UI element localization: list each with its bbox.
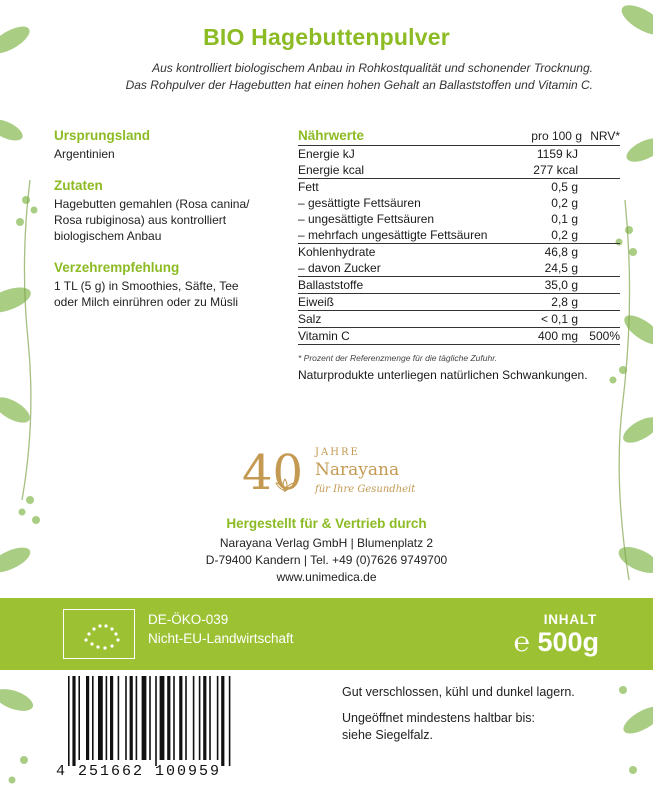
leaf-decoration-right (593, 0, 653, 800)
per-100g-header: pro 100 g (522, 128, 582, 146)
nutrition-row-fiber (298, 277, 620, 294)
barcode-bar (221, 676, 224, 766)
barcode-bar (110, 676, 113, 760)
barcode-bar (136, 676, 138, 760)
barcode-bar (149, 676, 151, 760)
barcode-bar (92, 676, 94, 760)
storage-info (342, 684, 575, 744)
row-label: – gesättigte Fettsäuren (298, 196, 421, 210)
barcode-bar (142, 676, 147, 760)
nutrition-row-carbs (298, 244, 620, 261)
lotus-icon (274, 477, 296, 493)
row-nrv (582, 277, 620, 294)
row-label: Energie kcal (298, 163, 365, 177)
nutrition-row-fat (298, 179, 620, 196)
manufacturer-address-1: Narayana Verlag GmbH | Blumenplatz 2 (219, 536, 434, 550)
logo-tagline: für Ihre Gesundheit (315, 484, 416, 495)
barcode-bar (167, 676, 170, 760)
row-label: – ungesättigte Fettsäuren (298, 212, 435, 226)
barcode-bar (199, 676, 201, 760)
row-label: – davon Zucker (298, 261, 381, 275)
nutrition-row-saturated (298, 195, 620, 211)
row-value: < 0,1 g (522, 311, 582, 328)
barcode-bar (185, 676, 187, 760)
nutrition-table (298, 128, 620, 345)
nutrition-heading: Nährwerte (298, 128, 522, 146)
row-value: 0,2 g (551, 196, 578, 210)
organic-certification (148, 610, 294, 648)
barcode-digits: 4 251662 100959 (56, 763, 222, 780)
storage-line-3: siehe Siegelfalz. (342, 728, 434, 742)
nutrition-row-sugar (298, 260, 620, 277)
barcode-bar (203, 676, 206, 760)
barcode-bar (68, 676, 70, 766)
row-label: Fett (298, 179, 522, 196)
row-nrv (582, 195, 620, 211)
barcode-bar (118, 676, 120, 760)
nutrition-row-vitamin-c (298, 328, 620, 345)
origin-heading: Ursprungsland (54, 128, 151, 143)
barcode-bar (193, 676, 195, 760)
row-value: 2,8 g (522, 294, 582, 311)
manufacturer-block (0, 516, 653, 586)
ingredients-text: Hagebutten gemahlen (Rosa canina/ Rosa rubiginosa) aus kontrolliert biologischem Anbau (54, 197, 250, 243)
row-label: Salz (298, 311, 522, 328)
nrv-footnote: * Prozent der Referenzmenge für die tägliche Zufuhr. (298, 353, 498, 363)
row-value: 46,8 g (522, 244, 582, 261)
row-nrv (582, 146, 620, 163)
manufacturer-address-2: D-79400 Kandern | Tel. +49 (0)7626 9749700 (205, 553, 448, 567)
usage-heading: Verzehrempfehlung (54, 260, 180, 275)
certification-code: DE-ÖKO-039 (148, 612, 229, 627)
row-label: Kohlenhydrate (298, 244, 522, 261)
logo-jahre: JAHRE (315, 447, 360, 458)
row-nrv (582, 179, 620, 196)
nrv-header: NRV* (582, 128, 620, 146)
nutrition-row-energy-kj (298, 146, 620, 163)
product-subtitle (60, 60, 593, 94)
ingredients-heading: Zutaten (54, 178, 103, 193)
row-nrv (582, 260, 620, 277)
nutrition-row-protein (298, 294, 620, 311)
logo-number: 40 (242, 445, 304, 501)
row-value: 400 mg (522, 328, 582, 345)
natural-variation-note: Naturprodukte unterliegen natürlichen Schwankungen. (298, 368, 588, 382)
nutrition-row-salt (298, 311, 620, 328)
barcode-bar (86, 676, 89, 760)
row-value: 35,0 g (522, 277, 582, 294)
row-value: 0,2 g (551, 228, 578, 242)
content-label: INHALT (543, 612, 597, 627)
row-label: Ballaststoffe (298, 277, 522, 294)
row-nrv: 500% (582, 328, 620, 345)
barcode-bar (209, 676, 211, 760)
usage-text: 1 TL (5 g) in Smoothies, Säfte, Tee oder Milch einrühren oder zu Müsli (54, 279, 239, 309)
barcode-bar (72, 676, 75, 766)
product-info-column (54, 128, 284, 326)
row-value: 277 kcal (533, 163, 578, 177)
barcode-bar (173, 676, 175, 760)
nutrition-row-polyunsaturated (298, 227, 620, 244)
row-nrv (582, 244, 620, 261)
row-value: 0,1 g (551, 212, 578, 226)
leaf-decoration-left (0, 0, 60, 800)
row-value: 1159 kJ (536, 147, 578, 161)
barcode-bar (125, 676, 127, 760)
barcode-bar (217, 676, 219, 760)
storage-line-1: Gut verschlossen, kühl und dunkel lagern. (342, 685, 575, 699)
row-label: Vitamin C (298, 328, 522, 345)
row-nrv (582, 162, 620, 179)
narayana-40-years-logo (242, 443, 442, 507)
logo-brand: Narayana (315, 460, 400, 480)
eu-organic-logo (63, 609, 135, 659)
row-nrv (582, 227, 620, 244)
row-nrv (582, 311, 620, 328)
agriculture-origin: Nicht-EU-Landwirtschaft (148, 631, 294, 646)
nutrition-panel (298, 128, 620, 382)
content-amount: ℮ 500g (513, 627, 599, 657)
barcode-bar (179, 676, 182, 760)
barcode-bar (155, 676, 157, 766)
row-label: Energie kJ (298, 147, 355, 161)
barcode-bar (98, 676, 103, 760)
manufacturer-heading: Hergestellt für & Vertrieb durch (226, 516, 427, 531)
row-value: 24,5 g (544, 261, 578, 275)
row-label: – mehrfach ungesättigte Fettsäuren (298, 228, 488, 242)
origin-text: Argentinien (54, 147, 115, 161)
barcode-bar (160, 676, 165, 760)
subtitle-line-2: Das Rohpulver der Hagebutten hat einen hohen Gehalt an Ballaststoffen und Vitamin C. (125, 78, 593, 92)
barcode-bar (78, 676, 80, 760)
row-value: 0,5 g (522, 179, 582, 196)
eu-leaf-stars-icon (64, 610, 134, 658)
storage-line-2: Ungeöffnet mindestens haltbar bis: (342, 711, 535, 725)
row-label: Eiweiß (298, 294, 522, 311)
nutrition-row-energy-kcal (298, 162, 620, 179)
row-nrv (582, 294, 620, 311)
barcode-bar (130, 676, 133, 760)
nutrition-row-unsaturated (298, 211, 620, 227)
manufacturer-website: www.unimedica.de (276, 570, 377, 584)
product-title: BIO Hagebuttenpulver (203, 24, 450, 50)
barcode-bar (229, 676, 231, 766)
barcode-bar (106, 676, 108, 760)
row-nrv (582, 211, 620, 227)
subtitle-line-1: Aus kontrolliert biologischem Anbau in Rohkostqualität und schonender Trocknung. (152, 61, 593, 75)
